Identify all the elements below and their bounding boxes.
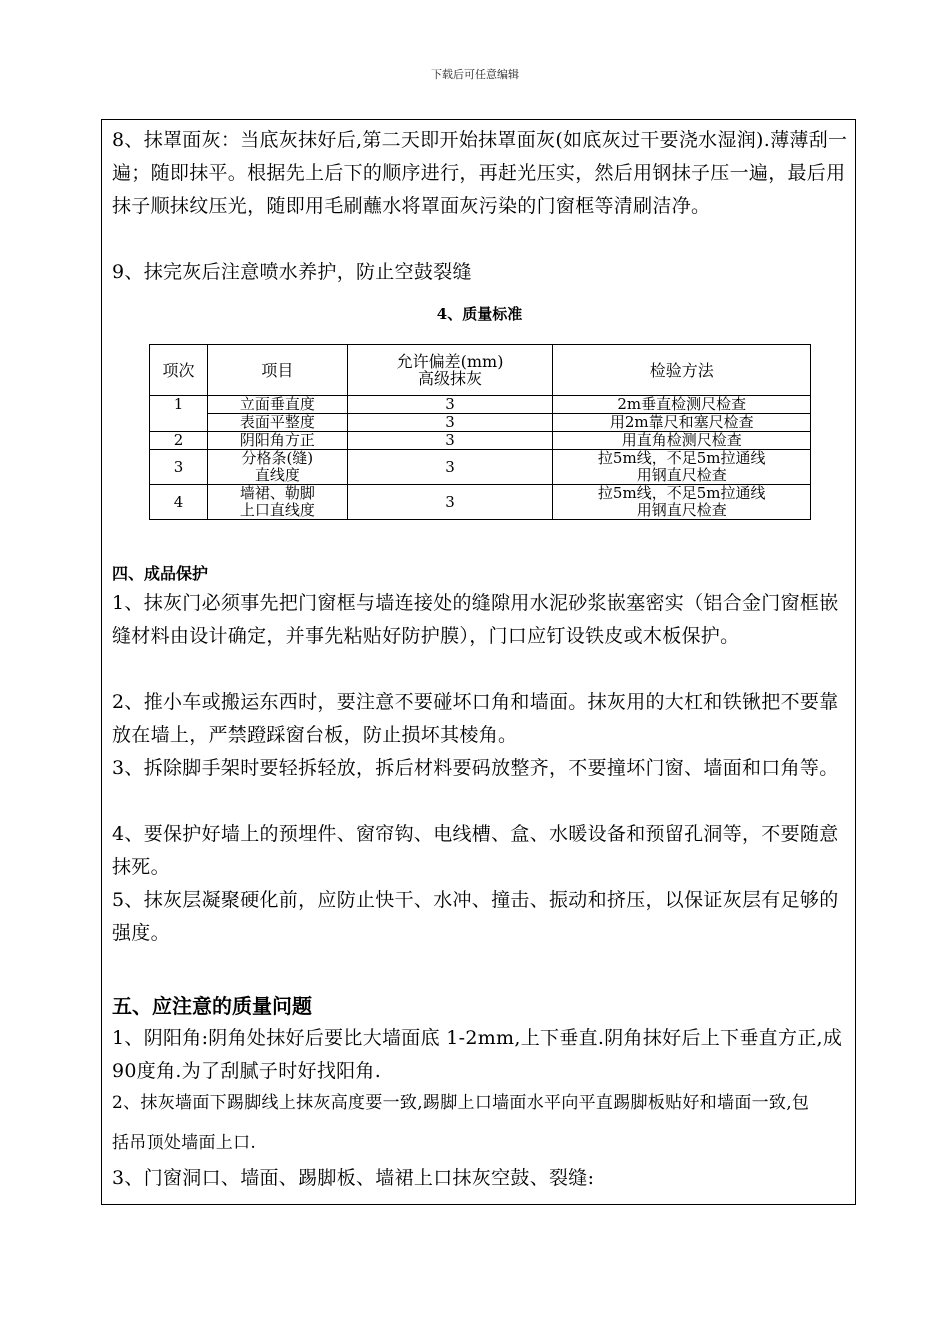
header-method: 检验方法	[553, 345, 811, 396]
row-tolerance: 3	[347, 414, 553, 432]
row-tolerance: 3	[347, 485, 553, 520]
table-row	[150, 432, 811, 450]
section4-title: 四、成品保护	[112, 564, 209, 583]
quality-table	[149, 344, 811, 520]
row-item-line1: 墙裙、勒脚	[239, 484, 315, 502]
header-item: 项目	[207, 345, 347, 396]
header-tolerance-line2: 高级抹灰	[418, 369, 483, 388]
row-method	[553, 450, 811, 485]
row-no: 2	[150, 432, 208, 450]
row-item: 阴阳角方正	[207, 432, 347, 450]
header-tolerance-line1: 允许偏差(mm)	[396, 352, 504, 371]
row-no: 3	[150, 450, 208, 485]
header-note: 下载后可任意编辑	[431, 68, 519, 81]
section4-item-3: 3、拆除脚手架时要轻拆轻放，拆后材料要码放整齐，不要撞坏门窗、墙面和口角等。	[112, 757, 839, 779]
row-item: 表面平整度	[207, 414, 347, 432]
section4-item-1: 1、抹灰门必须事先把门窗框与墙连接处的缝隙用水泥砂浆嵌塞密实（铝合金门窗框嵌缝材料由设计确定，并事先粘贴好防护膜），门口应钉设铁皮或木板保护。	[112, 592, 839, 647]
section5-item-1: 1、阴阳角:阴角处抹好后要比大墙面底 1-2mm,上下垂直.阴角抹好后上下垂直方正,成90度角.为了刮腻子时好找阳角.	[112, 1027, 843, 1082]
row-no: 4	[150, 485, 208, 520]
intro-item-9: 9、抹完灰后注意喷水养护，防止空鼓裂缝	[112, 261, 472, 283]
row-tolerance: 3	[347, 396, 553, 414]
row-item-line1: 分格条(缝)	[241, 449, 314, 467]
section5-item-2-line1: 2、抹灰墙面下踢脚线上抹灰高度要一致,踢脚上口墙面水平向平直踢脚板贴好和墙面一致,包	[112, 1093, 810, 1113]
section4-item-2: 2、推小车或搬运东西时，要注意不要碰坏口角和墙面。抹灰用的大杠和铁锹把不要靠放在墙上，严禁蹬踩窗台板，防止损坏其棱角。	[112, 691, 839, 746]
section5-item-2-line2: 括吊顶处墙面上口.	[112, 1133, 257, 1153]
row-method: 用2m靠尺和塞尺检查	[553, 414, 811, 432]
row-method-line1: 拉5m线，不足5m拉通线	[597, 484, 766, 502]
table-row	[150, 450, 811, 485]
row-item-line2: 上口直线度	[239, 501, 315, 519]
table-row	[150, 485, 811, 520]
header-no: 项次	[150, 345, 208, 396]
section5-title: 五、应注意的质量问题	[112, 994, 312, 1018]
row-tolerance: 3	[347, 432, 553, 450]
section4-item-4: 4、要保护好墙上的预埋件、窗帘钩、电线槽、盒、水暖设备和预留孔洞等，不要随意抹死。	[112, 823, 839, 878]
row-method-line2: 用钢直尺检查	[636, 501, 727, 519]
document-frame	[101, 119, 856, 1205]
section5-item-3: 3、门窗洞口、墙面、踢脚板、墙裙上口抹灰空鼓、裂缝:	[112, 1167, 595, 1189]
row-method	[553, 485, 811, 520]
row-no	[150, 414, 208, 432]
table-row	[150, 396, 811, 414]
row-method: 用直角检测尺检查	[553, 432, 811, 450]
row-item	[207, 450, 347, 485]
row-no: 1	[150, 396, 208, 414]
header-tolerance	[347, 345, 553, 396]
row-method-line1: 拉5m线，不足5m拉通线	[597, 449, 766, 467]
section4-item-5: 5、抹灰层凝聚硬化前，应防止快干、水冲、撞击、振动和挤压，以保证灰层有足够的强度。	[112, 889, 839, 944]
table-header-row	[150, 345, 811, 396]
row-item: 立面垂直度	[207, 396, 347, 414]
row-item	[207, 485, 347, 520]
row-method-line2: 用钢直尺检查	[636, 466, 727, 484]
row-item-line2: 直线度	[254, 466, 300, 484]
row-tolerance: 3	[347, 450, 553, 485]
row-method: 2m垂直检测尺检查	[553, 396, 811, 414]
quality-title: 4、质量标准	[436, 305, 523, 323]
table-row	[150, 414, 811, 432]
intro-item-8: 8、抹罩面灰：当底灰抹好后,第二天即开始抹罩面灰(如底灰过干要浇水湿润).薄薄刮一遍；随即抹平。根据先上后下的顺序进行，再赶光压实，然后用钢抹子压一遍，最后用抹子顺抹纹压光，随即用毛刷蘸水将罩面灰污染的门窗框等清刷洁净。	[112, 129, 848, 217]
